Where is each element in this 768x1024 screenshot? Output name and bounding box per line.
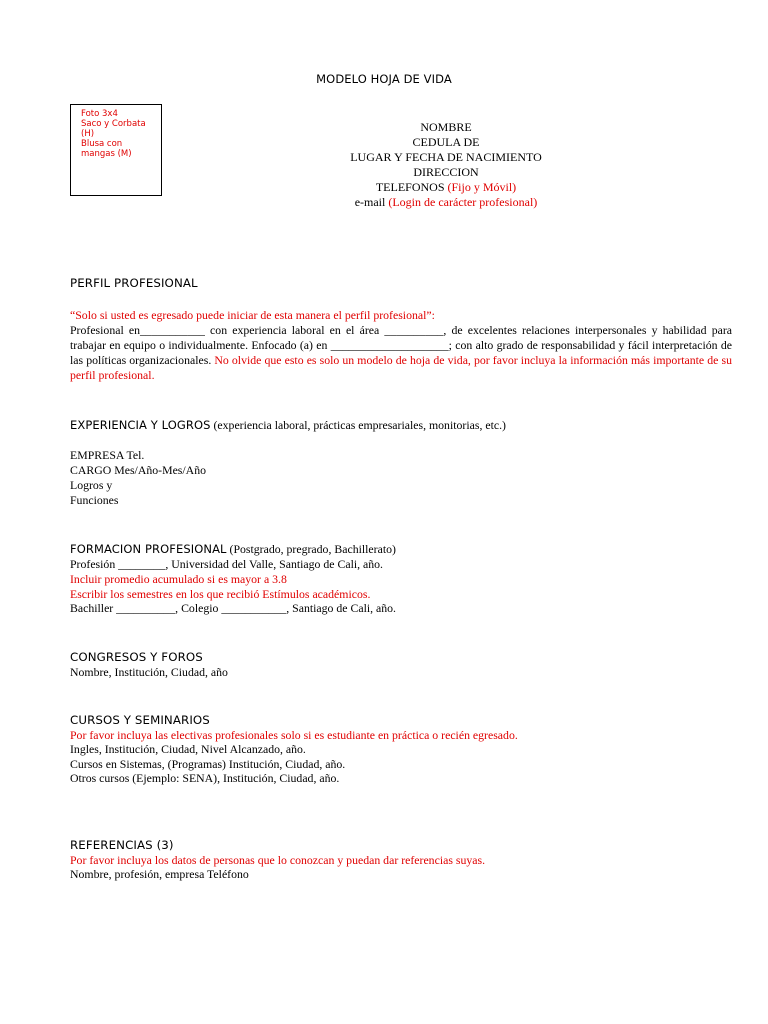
telefonos-label: TELEFONOS — [375, 180, 445, 194]
telefonos-note: (Fijo y Móvil) — [447, 180, 517, 194]
perfil-heading: PERFIL PROFESIONAL — [70, 276, 198, 290]
referencias-heading: REFERENCIAS (3) — [70, 838, 174, 852]
photo-line: (H) — [81, 129, 95, 139]
cursos-line: Cursos en Sistemas, (Programas) Institución, Ciudad, año. — [70, 757, 346, 771]
formacion-note: Escribir los semestres en los que recibió Estímulos académicos. — [70, 587, 371, 601]
perfil-body — [70, 308, 732, 383]
perfil-quote: “Solo si usted es egresado puede iniciar de esta manera el perfil profesional”: — [70, 308, 435, 322]
telefonos-row — [306, 180, 586, 195]
formacion-heading-note: (Postgrado, pregrado, Bachillerato) — [229, 542, 396, 556]
photo-line: mangas (M) — [81, 149, 132, 159]
perfil-paragraph — [70, 323, 732, 383]
cursos-line: Otros cursos (Ejemplo: SENA), Institución, Ciudad, año. — [70, 771, 340, 785]
referencias-line: Nombre, profesión, empresa Teléfono — [70, 867, 249, 881]
experiencia-line: Logros y — [70, 478, 113, 492]
cursos-note: Por favor incluya las electivas profesionales solo si es estudiante en práctica o recién egresado. — [70, 728, 518, 742]
cedula-label: CEDULA DE — [412, 135, 480, 149]
experiencia-heading-row — [70, 418, 506, 433]
experiencia-line: Funciones — [70, 493, 119, 507]
photo-line: Blusa con — [81, 139, 123, 149]
formacion-bachiller-line: Bachiller __________, Colegio ___________, Santiago de Cali, año. — [70, 601, 397, 615]
cursos-heading: CURSOS Y SEMINARIOS — [70, 713, 210, 727]
email-label: e-mail — [354, 195, 386, 209]
formacion-heading: FORMACION PROFESIONAL — [70, 542, 227, 556]
lugar-fecha-label: LUGAR Y FECHA DE NACIMIENTO — [350, 150, 542, 164]
experiencia-line: CARGO Mes/Año-Mes/Año — [70, 463, 206, 477]
personal-header — [306, 120, 586, 210]
perfil-note: No olvide que esto es solo un modelo de hoja de vida, por favor incluya la información más importante de su perfil profesional. — [70, 353, 732, 382]
direccion-label: DIRECCION — [413, 165, 479, 179]
experiencia-line: EMPRESA Tel. — [70, 448, 145, 462]
experiencia-heading: EXPERIENCIA Y LOGROS — [70, 418, 211, 432]
formacion-heading-row — [70, 542, 396, 557]
cursos-line: Ingles, Institución, Ciudad, Nivel Alcanzado, año. — [70, 742, 306, 756]
photo-placeholder — [70, 104, 162, 196]
document-title: MODELO HOJA DE VIDA — [316, 72, 452, 86]
email-row — [306, 195, 586, 210]
referencias-note: Por favor incluya los datos de personas que lo conozcan y puedan dar referencias suyas. — [70, 853, 486, 867]
formacion-note: Incluir promedio acumulado si es mayor a 3.8 — [70, 572, 287, 586]
photo-line: Saco y Corbata — [81, 119, 146, 129]
congresos-line: Nombre, Institución, Ciudad, año — [70, 665, 228, 679]
perfil-text: Profesional en___________ con experiencia laboral en el área __________, de excelentes relaciones interpersonales y habilidad para trabajar en equipo o individualmente. Enfocado (a) en ____________________; con alto grado de responsabilidad y fácil interpretación de las políticas organizacionales. — [70, 323, 732, 367]
congresos-heading: CONGRESOS Y FOROS — [70, 650, 203, 664]
formacion-profesion-line: Profesión ________, Universidad del Valle, Santiago de Cali, año. — [70, 557, 384, 571]
photo-line: Foto 3x4 — [81, 109, 118, 119]
nombre-label: NOMBRE — [420, 120, 472, 134]
experiencia-heading-note: (experiencia laboral, prácticas empresariales, monitorias, etc.) — [213, 418, 506, 432]
email-note: (Login de carácter profesional) — [388, 195, 538, 209]
photo-instructions — [81, 109, 161, 159]
